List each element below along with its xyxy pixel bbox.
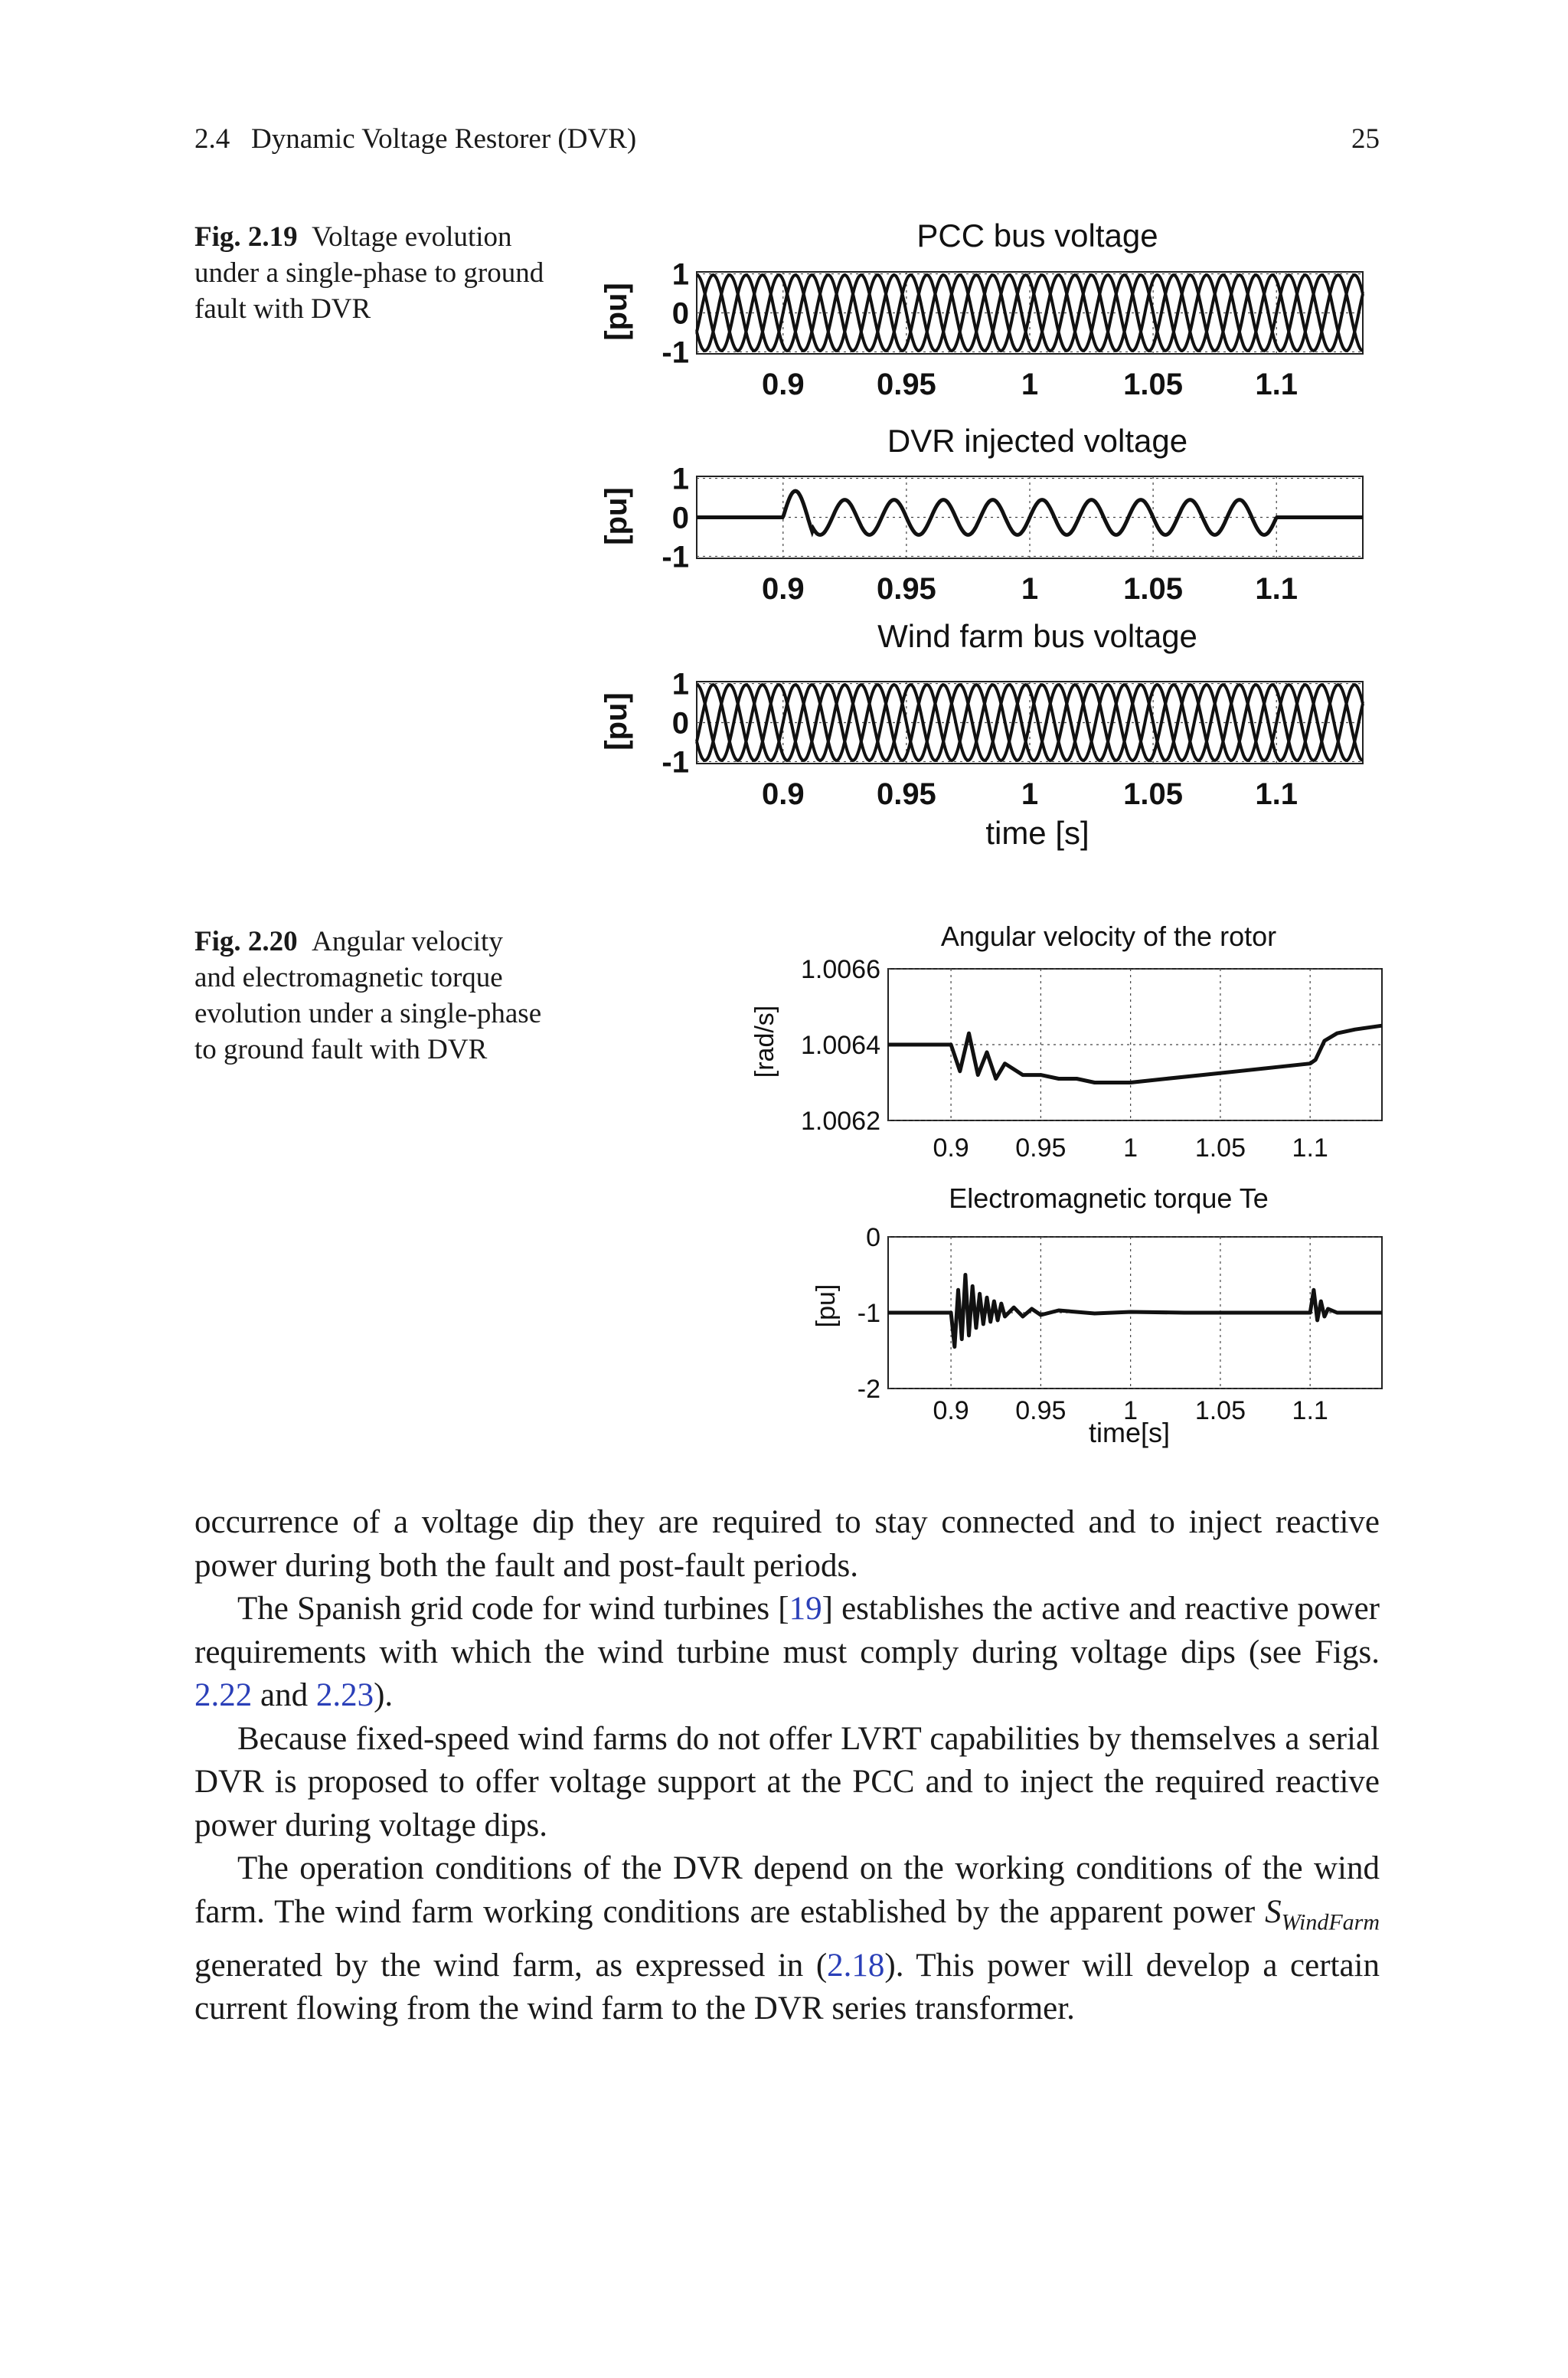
plot-area [662,258,1363,401]
plot-area [662,463,1363,606]
x-tick-label: 1.05 [1123,572,1184,606]
paragraph: Because fixed-speed wind farms do not offer LVRT capabilities by themselves a serial DVR is proposed to offer voltage support at the PCC and to inject the required reactive power during voltage dips. [194,1720,1380,1843]
y-tick-label: -1 [662,335,689,370]
y-axis-label: [rad/s] [750,1005,779,1078]
caption-text: Voltage evolution under a single-phase to ground fault with DVR [194,221,544,325]
paragraph [194,1847,1380,2031]
x-tick-label: 1.05 [1194,1396,1246,1425]
y-axis-label: [pu] [599,283,633,341]
plot-area [858,1223,1382,1425]
x-tick-label: 1 [1123,1396,1138,1425]
x-axis-label: time [s] [985,815,1089,851]
figure-2-20-plots [735,915,1401,1467]
chart-title: PCC bus voltage [916,218,1158,254]
x-tick-label: 1.1 [1292,1396,1328,1425]
figure-caption-2-19 [194,219,562,327]
x-axis-label: time[s] [1088,1417,1171,1448]
reference-link[interactable]: 19 [789,1591,822,1627]
wind-farm-bus-voltage-chart [599,618,1363,851]
dvr-injected-voltage-chart [599,423,1363,606]
x-tick-label: 0.9 [761,368,805,401]
pcc-bus-voltage-chart [599,218,1363,401]
y-tick-label: -2 [857,1374,880,1404]
x-tick-label: 1 [1021,777,1039,811]
y-tick-label: 1 [671,462,689,496]
figure-label: Fig. 2.19 [194,221,298,253]
figure-link[interactable]: 2.23 [315,1677,374,1713]
x-tick-label: 0.95 [1015,1396,1067,1425]
y-tick-label: 0 [671,501,689,535]
page-number: 25 [1351,123,1380,155]
y-tick-label: -1 [662,540,689,574]
paragraph [194,1588,1380,1718]
text-run: The Spanish grid code for wind turbines [ [237,1591,789,1627]
text-run: ). [374,1677,394,1713]
x-tick-label: 0.9 [761,572,805,606]
x-tick-label: 0.95 [876,777,936,811]
x-tick-label: 1.1 [1255,572,1298,606]
equation-link[interactable]: 2.18 [827,1947,885,1984]
figure-link[interactable]: 2.22 [194,1677,253,1713]
x-tick-label: 0.9 [933,1133,969,1163]
y-tick-label: 0 [671,706,689,741]
x-tick-label: 1.1 [1255,368,1298,401]
y-tick-label: 1.0066 [801,954,880,984]
y-axis-label: [pu] [812,1284,841,1328]
chart-title: Electromagnetic torque Te [949,1182,1269,1214]
text-run: ] establishes the active and reactive power requirements with which the wind turbine must comply during voltage dips (see Figs. [194,1591,1380,1670]
plot-area [801,955,1382,1163]
section-title: 2.4 Dynamic Voltage Restorer (DVR) [194,123,637,155]
plot-area [662,668,1363,811]
text-run: generated by the wind farm, as expressed in ( [194,1947,828,1984]
y-axis-label: [pu] [599,487,633,545]
x-tick-label: 0.95 [876,572,936,606]
chart-title: DVR injected voltage [887,423,1188,459]
x-tick-label: 0.9 [933,1396,969,1425]
electromagnetic-torque-chart [812,1182,1382,1448]
x-tick-label: 1.05 [1123,368,1184,401]
chart-title: Angular velocity of the rotor [940,921,1277,952]
text-run: ). This power will develop a certain current flowing from the wind farm to the DVR series transformer. [194,1947,1380,2027]
figure-caption-2-20 [194,924,547,1068]
body-text [194,1501,1380,2031]
x-tick-label: 0.95 [876,368,936,401]
x-tick-label: 1.05 [1123,777,1184,811]
y-tick-label: 1.0064 [801,1030,880,1060]
y-tick-label: -1 [857,1298,880,1328]
running-header [194,123,1380,165]
y-tick-label: -1 [662,745,689,780]
x-tick-label: 1 [1123,1133,1138,1163]
y-tick-label: 1 [671,667,689,702]
chart-title: Wind farm bus voltage [877,618,1197,654]
x-tick-label: 0.9 [761,777,805,811]
math-symbol: $S_{WindFarm}$ [1265,1893,1380,1935]
caption-text: Angular velocity and electromagnetic torque evolution under a single-phase to ground fault with DVR [194,926,542,1065]
x-tick-label: 1.1 [1255,777,1298,811]
angular-velocity-chart [750,921,1382,1163]
x-tick-label: 1.05 [1194,1133,1246,1163]
y-tick-label: 0 [671,296,689,331]
y-tick-label: 1 [671,257,689,292]
figure-2-19-plots [590,214,1393,873]
y-tick-label: 1.0062 [801,1106,880,1136]
y-axis-label: [pu] [599,692,633,751]
x-tick-label: 1 [1021,572,1039,606]
text-run: The operation conditions of the DVR depend on the working conditions of the wind farm. The wind farm working conditions are established by the apparent power [194,1850,1380,1930]
paragraph: occurrence of a voltage dip they are required to stay connected and to inject reactive power during both the fault and post-fault periods. [194,1504,1380,1584]
y-tick-label: 0 [866,1222,880,1252]
x-tick-label: 0.95 [1015,1133,1067,1163]
text-run: and [252,1677,316,1713]
x-tick-label: 1.1 [1292,1133,1328,1163]
figure-label: Fig. 2.20 [194,926,298,957]
x-tick-label: 1 [1021,368,1039,401]
